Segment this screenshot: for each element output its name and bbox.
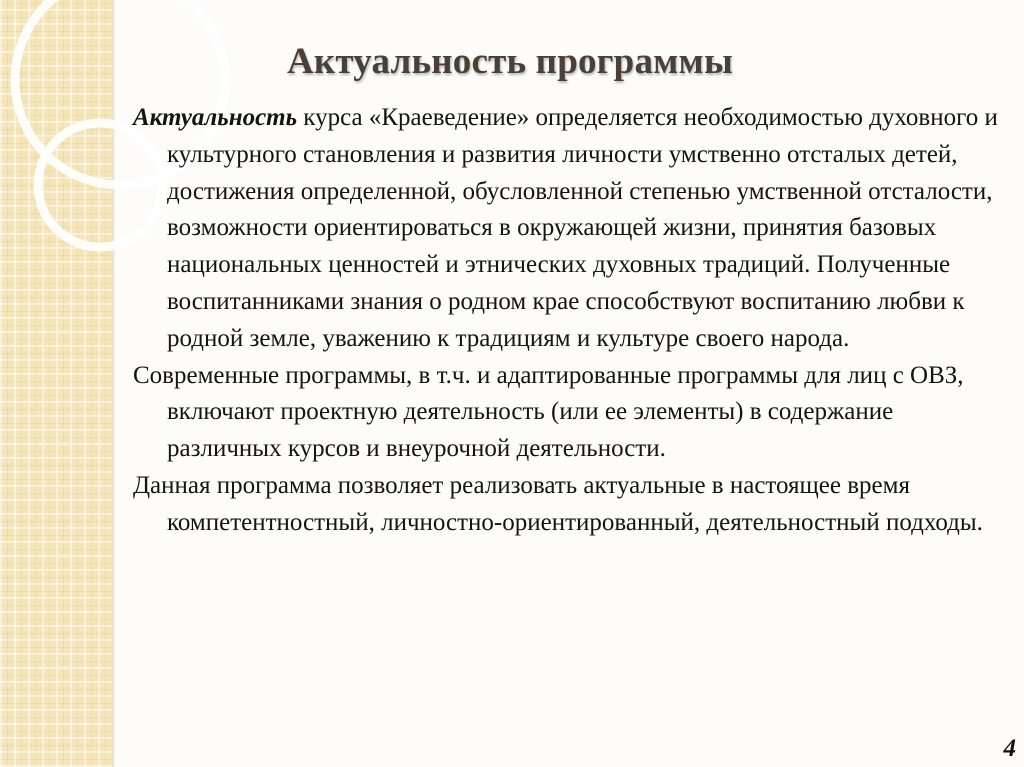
page-number: 4 (1003, 735, 1016, 762)
paragraph-lead-term: Актуальность (133, 104, 298, 131)
paragraph-approaches: Данная программа позволяет реализовать актуальные в настоящее время компетентностный, личностно-ориентированный, деятельностный подходы. (133, 471, 983, 536)
decorative-side-strip (0, 0, 112, 767)
paragraph-relevance (133, 100, 1013, 358)
slide-body (133, 100, 1013, 542)
paragraph-text: курса «Краеведение» определяется необходимостью духовного и культурного становления и развития личности умственно отсталых детей, достижения определенной, обусловленной степенью умственной отсталости, возможности ориентироваться в окружающей жизни, принятия базовых национальных ценностей и этнических духовных традиций. Полученные воспитанниками знания о родном крае способствуют воспитанию любви к родной земле, уважению к традициям и культуре своего народа. (167, 104, 998, 352)
slide-title: Актуальность программы (286, 41, 734, 82)
side-strip-shadow (112, 0, 116, 767)
paragraph-modern-programs: Современные программы, в т.ч. и адаптированные программы для лиц с ОВЗ, включают проектную деятельность (или ее элементы) в содержание различных курсов и внеурочной деятельности. (133, 361, 964, 463)
